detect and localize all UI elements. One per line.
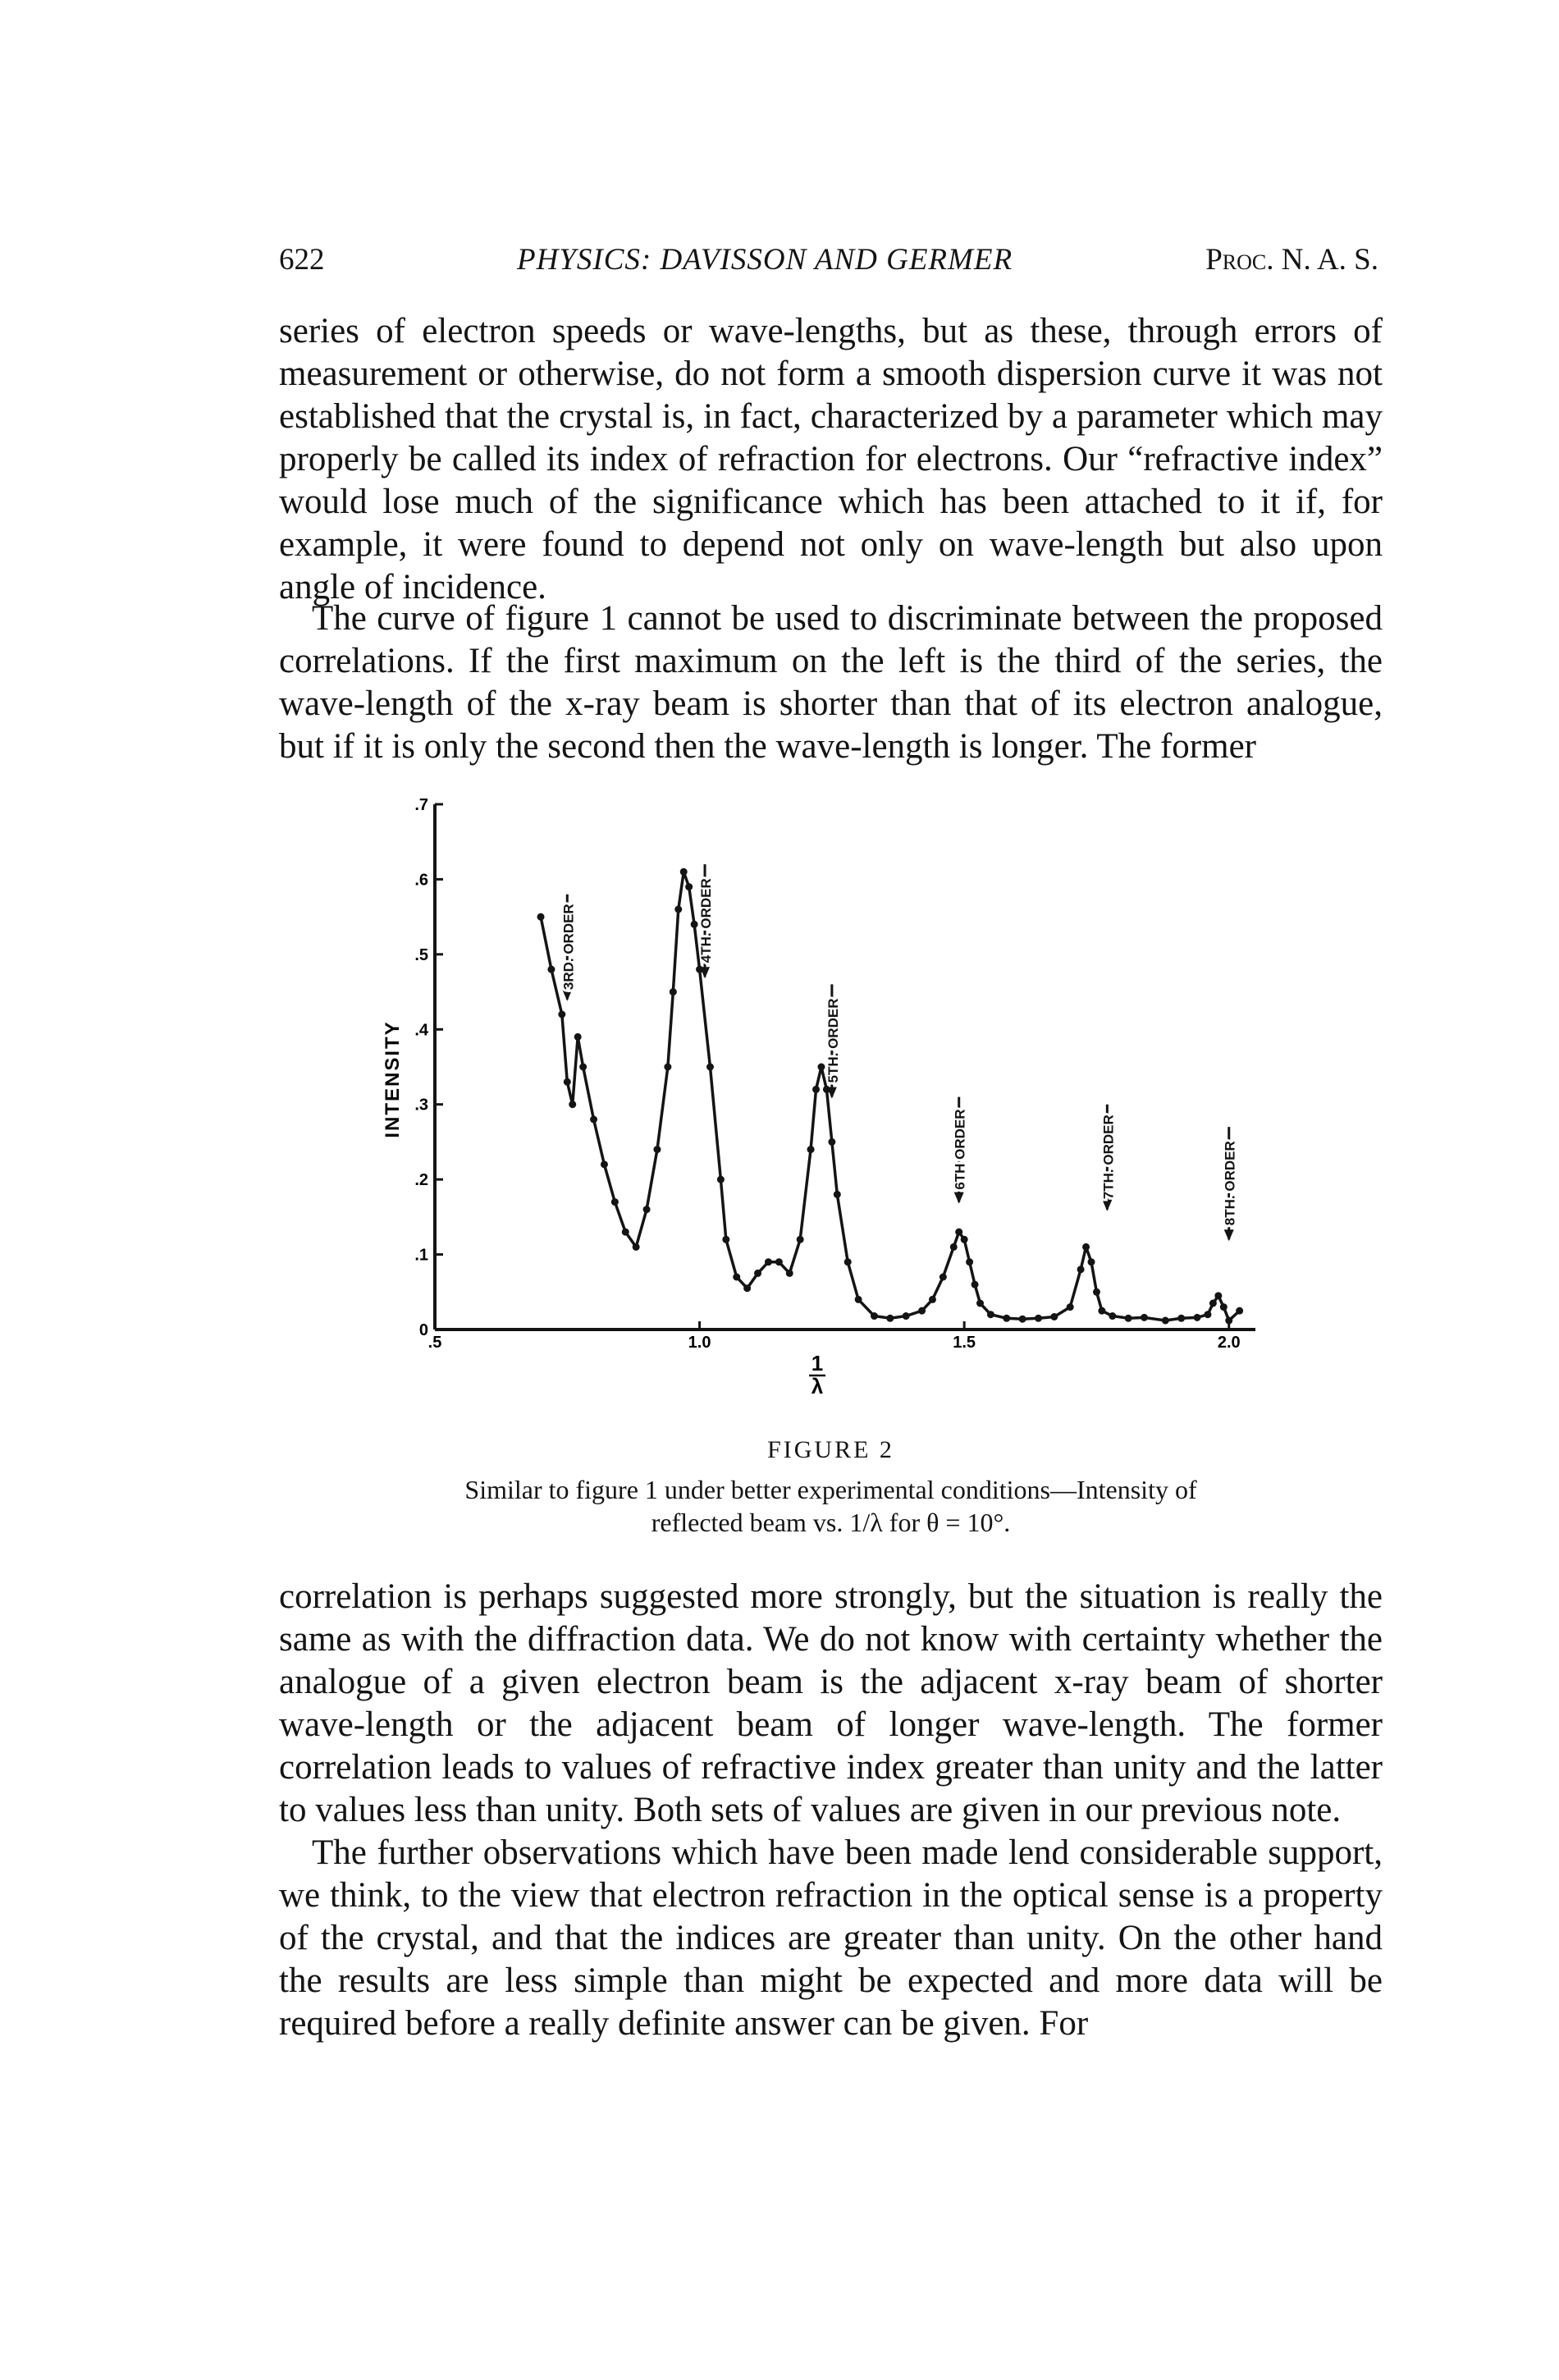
data-point bbox=[696, 966, 703, 973]
y-tick-label-4: .4 bbox=[414, 1021, 428, 1040]
data-point bbox=[1209, 1300, 1217, 1307]
data-point bbox=[743, 1284, 751, 1292]
data-point bbox=[1098, 1307, 1105, 1315]
data-point bbox=[733, 1274, 740, 1281]
x-tick-label-1: 1.0 bbox=[688, 1334, 711, 1352]
data-point bbox=[564, 1078, 571, 1086]
data-point bbox=[929, 1296, 936, 1303]
data-point bbox=[633, 1243, 640, 1251]
data-point bbox=[1088, 1258, 1095, 1266]
data-point bbox=[674, 906, 682, 913]
y-axis-label: INTENSITY bbox=[382, 1020, 404, 1138]
order-marker-label-3: 3RD. ORDER bbox=[560, 904, 577, 991]
data-point bbox=[786, 1270, 793, 1277]
data-point bbox=[972, 1281, 979, 1288]
data-point bbox=[1003, 1315, 1010, 1322]
data-point bbox=[1162, 1317, 1169, 1325]
data-point bbox=[950, 1243, 958, 1251]
order-marker-label-5: 5TH. ORDER bbox=[825, 998, 841, 1083]
data-point bbox=[987, 1311, 994, 1318]
figure-label: FIGURE 2 bbox=[767, 1436, 894, 1463]
data-point bbox=[622, 1229, 629, 1236]
data-point bbox=[1220, 1303, 1228, 1311]
order-marker-label-7: 7TH. ORDER bbox=[1100, 1114, 1117, 1200]
data-point bbox=[955, 1229, 962, 1236]
data-point bbox=[1125, 1315, 1132, 1322]
figure-caption bbox=[279, 1473, 1383, 1539]
paragraph-3: correlation is perhaps suggested more strongly, but the situation is really the same as with the diffraction data. We do not know with certainty whether the analogue of a given electron beam is the adjacent x-ray beam of shorter wave-length or the adjacent beam of longer wave-length. The former correlation leads to values of refractive index greater than unity and the latter to values less than unity. Both sets of values are given in our previous note. bbox=[279, 1577, 1383, 1829]
data-point bbox=[685, 883, 693, 890]
data-point bbox=[670, 988, 677, 995]
journal-name: Proc. N. A. S. bbox=[1205, 243, 1378, 277]
y-tick-label-0: 0 bbox=[418, 1321, 428, 1339]
data-point bbox=[855, 1296, 862, 1303]
data-point bbox=[558, 1011, 565, 1018]
data-point bbox=[961, 1236, 968, 1243]
data-point bbox=[1035, 1315, 1042, 1322]
order-marker-arrow-6 bbox=[954, 1192, 964, 1204]
data-point bbox=[886, 1315, 894, 1322]
order-annotations bbox=[560, 864, 1237, 1241]
x-tick-label-0: .5 bbox=[427, 1334, 442, 1352]
y-tick-label-7: .7 bbox=[414, 796, 428, 814]
data-point bbox=[1019, 1316, 1026, 1323]
data-point bbox=[1236, 1307, 1243, 1315]
data-point bbox=[1093, 1288, 1100, 1296]
data-point bbox=[574, 1033, 582, 1041]
data-point bbox=[1225, 1317, 1232, 1325]
data-series bbox=[537, 868, 1244, 1325]
order-marker-label-6: 6TH ORDER bbox=[952, 1109, 968, 1190]
paragraph-2: The curve of figure 1 cannot be used to discriminate between the proposed correlations. If the first maximum on the left is the third of the series, the wave-length of the x-ray beam is shorter than that of its electron analogue, but if it is only the second then the wave-length is longer. The former bbox=[279, 599, 1383, 766]
x-tick-label-3: 2.0 bbox=[1217, 1334, 1241, 1352]
data-point bbox=[1177, 1315, 1185, 1322]
data-point bbox=[1050, 1313, 1058, 1320]
data-point bbox=[680, 868, 688, 876]
data-point bbox=[569, 1101, 576, 1108]
running-header bbox=[279, 242, 1378, 283]
order-marker-label-4: 4TH. ORDER bbox=[698, 878, 715, 963]
data-point bbox=[653, 1146, 661, 1153]
figure-caption-line-2: reflected beam vs. 1/λ for θ = 10°. bbox=[651, 1508, 1011, 1537]
data-point bbox=[579, 1064, 587, 1071]
data-point bbox=[976, 1300, 984, 1307]
data-point bbox=[1067, 1303, 1074, 1311]
data-point bbox=[940, 1274, 947, 1281]
data-point bbox=[590, 1116, 597, 1124]
paragraph-1: series of electron speeds or wave-lengths, but as these, through errors of measurement or otherwise, do not form a smooth dispersion curve it was not established that the crystal is, in fact, characterized by a parameter which may properly be called its index of refraction for electrons. Our “refractive index” would lose much of the significance which has been attached to it if, for example, it were found to depend not only on wave-length but also upon angle of incidence. bbox=[279, 312, 1383, 606]
data-point bbox=[547, 966, 555, 973]
data-point bbox=[828, 1138, 835, 1146]
data-point bbox=[537, 913, 545, 921]
data-point bbox=[611, 1198, 619, 1206]
data-point bbox=[812, 1086, 820, 1093]
order-marker-arrow-7 bbox=[1102, 1200, 1112, 1211]
data-point bbox=[754, 1270, 761, 1277]
x-tick-label-2: 1.5 bbox=[953, 1334, 976, 1352]
data-point bbox=[1141, 1314, 1148, 1321]
data-point bbox=[1194, 1314, 1201, 1321]
data-point bbox=[691, 921, 698, 928]
data-point bbox=[844, 1258, 852, 1266]
data-point bbox=[1082, 1243, 1090, 1251]
data-point bbox=[817, 1064, 825, 1071]
order-marker-arrow-3 bbox=[562, 990, 572, 1001]
running-title: PHYSICS: DAVISSON AND GERMER bbox=[517, 243, 1013, 277]
data-point bbox=[722, 1236, 729, 1243]
data-point bbox=[834, 1191, 841, 1198]
y-tick-label-3: .3 bbox=[414, 1096, 428, 1114]
data-point bbox=[643, 1206, 651, 1213]
x-axis-label-denominator: λ bbox=[811, 1374, 824, 1395]
data-point bbox=[871, 1312, 878, 1320]
data-point bbox=[807, 1146, 815, 1153]
y-tick-label-5: .5 bbox=[414, 945, 428, 964]
data-point bbox=[706, 1064, 714, 1071]
data-point bbox=[765, 1258, 772, 1266]
series-line-0 bbox=[541, 872, 1240, 1320]
data-point bbox=[775, 1258, 783, 1266]
intensity-chart bbox=[345, 788, 1272, 1395]
data-point bbox=[1214, 1292, 1222, 1299]
data-point bbox=[797, 1236, 804, 1243]
data-point bbox=[823, 1086, 830, 1093]
y-tick-label-6: .6 bbox=[414, 871, 428, 890]
paragraph-4: The further observations which have been made lend considerable support, we think, to the view that electron refraction in the optical sense is a property of the crystal, and that the indices are greater than unity. On the other hand the results are less simple than might be expected and more data will be required before a really definite answer can be given. For bbox=[279, 1833, 1383, 2043]
data-point bbox=[918, 1307, 926, 1315]
data-point bbox=[1077, 1266, 1085, 1273]
y-tick-label-1: .1 bbox=[414, 1246, 428, 1265]
page-number: 622 bbox=[279, 243, 325, 277]
data-point bbox=[717, 1176, 725, 1183]
figure-caption-line-1: Similar to figure 1 under better experimental conditions—Intensity of bbox=[464, 1475, 1197, 1504]
order-marker-label-8: 8TH. ORDER bbox=[1222, 1141, 1238, 1226]
order-marker-arrow-8 bbox=[1224, 1229, 1234, 1241]
data-point bbox=[664, 1064, 671, 1071]
data-point bbox=[601, 1160, 608, 1168]
x-axis-label-numerator: 1 bbox=[811, 1351, 824, 1375]
data-point bbox=[966, 1258, 973, 1266]
y-tick-label-2: .2 bbox=[414, 1171, 428, 1190]
data-point bbox=[903, 1312, 910, 1320]
data-point bbox=[1204, 1311, 1211, 1318]
data-point bbox=[1109, 1312, 1116, 1320]
